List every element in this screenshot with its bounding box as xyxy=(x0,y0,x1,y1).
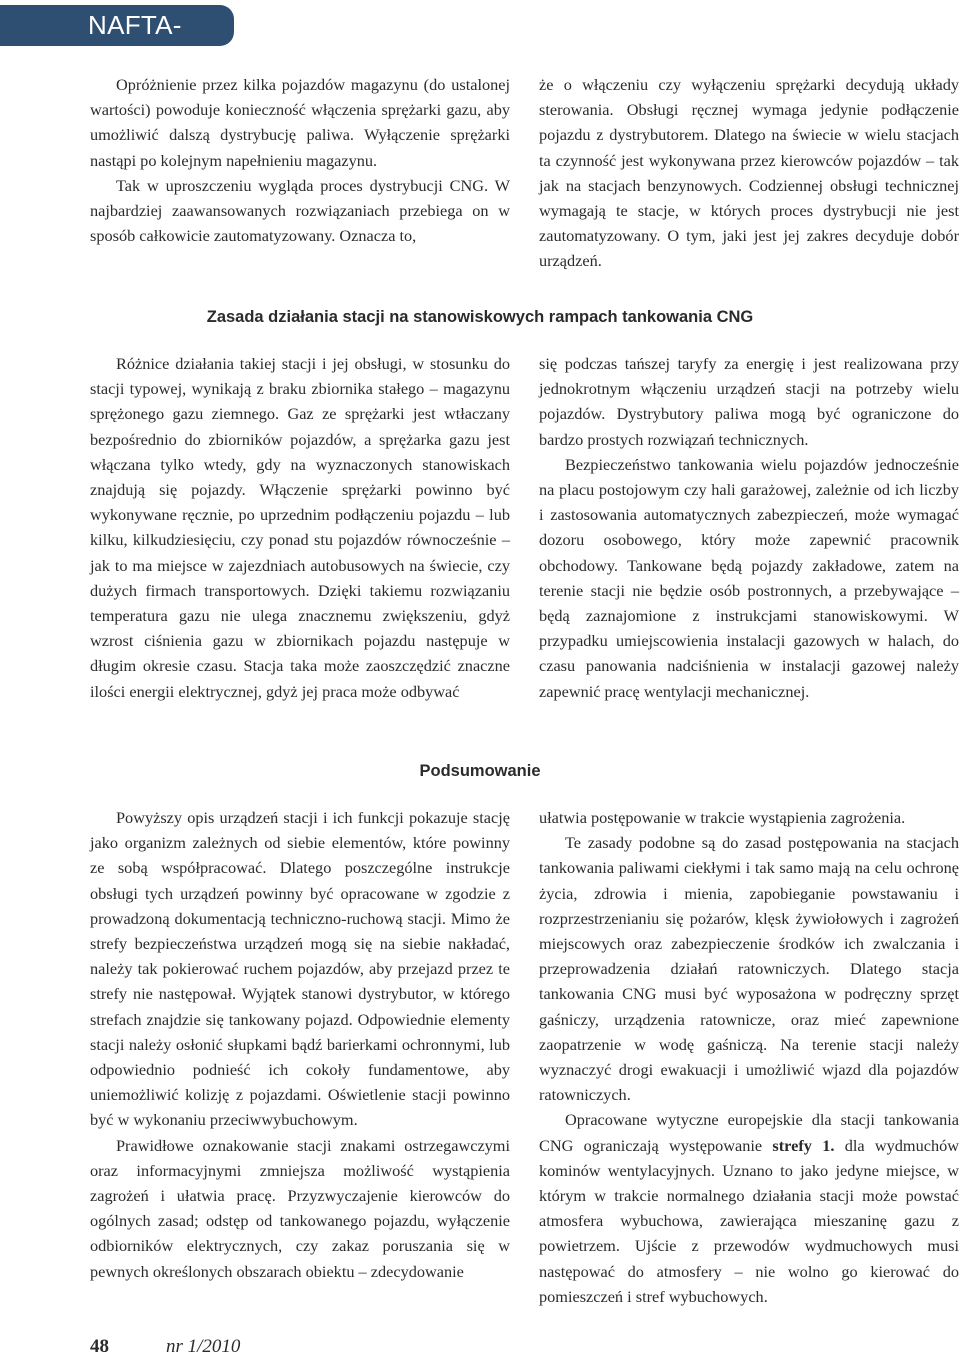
top-left-column xyxy=(90,72,510,248)
section1-right-column xyxy=(539,351,959,704)
paragraph: Różnice działania takiej stacji i jej obsługi, w stosunku do stacji typowej, wynikają z braku zbiornika stałego – magazynu sprężonego gazu ziemnego. Gaz ze sprężarki jest wtłaczany bezpośrednio do zbiorników pojazdów, a sprężarka gazu jest włączana tylko wtedy, gdy na wyznaczonych stanowiskach znajdują się pojazdy. Włączenie sprężarki powinno być wykonywane ręcznie, po uprzednim podłączeniu pojazdu – lub kilku, kilkudziesięciu, czy ponad stu pojazdów równocześnie – jak to ma miejsce w zajezdniach autobusowych na świecie, czy dużych firmach transportowych. Dzięki takiemu rozwiązaniu temperatura gazu nie ulega znacznemu zwiększeniu, gdyż wzrost ciśnienia gazu w zbiornikach pojazdu następuje w długim okresie czasu. Stacja taka może zaoszczędzić znaczne ilości energii elektrycznej, gdyż jej praca może odbywać xyxy=(90,354,510,701)
top-right-column xyxy=(539,72,959,274)
section-heading: Podsumowanie xyxy=(419,762,541,780)
paragraph: ułatwia postępowanie w trakcie wystąpienia zagrożenia. xyxy=(539,808,906,827)
page-number: 48 xyxy=(90,1336,109,1357)
section2-left-column xyxy=(90,805,510,1284)
paragraph: Bezpieczeństwo tankowania wielu pojazdów jednocześnie na placu postojowym czy hali garażowej, zależnie od ich liczby i zastosowania automatycznych zabezpieczeń, może wymagać dozoru osobowego, który może zapewnić pracownik obchodowy. Tankowane będą pojazdy zakładowe, zatem na terenie stacji nie będzie osób postronnych, a przebywające – będą zaznajomione z instrukcjami stanowiskowymi. W przypadku umiejscowienia instalacji gazowych w halach, do czasu panowania nadciśnienia w instalacji gazowej należy zapewnić pracę wentylacji mechanicznej. xyxy=(539,454,959,701)
journal-header-tab xyxy=(0,5,234,81)
paragraph: Te zasady podobne są do zasad postępowania na stacjach tankowania paliwami ciekłymi i tak samo mają na celu ochronę życia, zdrowia i mienia, zapobieganie powstawaniu i rozprzestrzenianiu się pożarów, klęsk żywiołowych i zagrożeń miejscowych oraz zabezpieczenie środków ich zwalczania i przeprowadzenia działań ratowniczych. Dlatego stacja tankowania CNG musi być wyposażona w podręczny sprzęt gaśniczy, urządzenia ratownicze, oraz mieć zapewnione zaopatrzenie w wodę gaśniczą. Na terenie stacji należy wyznaczyć drogi ewakuacji i umożliwić wjazd dla pojazdów ratowniczych. xyxy=(539,833,959,1105)
issue-number: nr 1/2010 xyxy=(166,1336,241,1357)
section1-left-column xyxy=(90,351,510,704)
text-run: Opracowane wytyczne europejskie dla stacji tankowania CNG ograniczają występowanie xyxy=(539,1110,959,1155)
paragraph: Powyższy opis urządzeń stacji i ich funkcji pokazuje stację jako organizm zależnych od siebie elementów, które powinny ze sobą współpracować. Dlatego poszczególne instrukcje obsługi tych urządzeń powinny być opracowane w zgodzie z prowadzoną dokumentacją techniczno-ruchową stacji. Mimo że strefy bezpieczeństwa urządzeń mogą się na siebie nakładać, należy tak pokierować ruchem pojazdów, aby przejazd przez te strefy nie następował. Wyjątek stanowi dystrybutor, w którego strefach znajdzie się tankowany pojazd. Odpowiednie elementy stacji należy osłonić słupkami bądź barierkami ochronnymi, lub odpowiednio podnieść ich cokoły fundamentowe, aby uniemożliwić kolizję z pojazdami. Oświetlenie stacji powinno być w wykonaniu przeciwwybuchowym. xyxy=(90,808,510,1130)
bold-term: strefy 1. xyxy=(772,1135,835,1155)
section-heading: Zasada działania stacji na stanowiskowych rampach tankowania CNG xyxy=(206,308,754,326)
journal-title: NAFTA-GAZ xyxy=(88,10,182,81)
paragraph: Prawidłowe oznakowanie stacji znakami ostrzegawczymi oraz informacyjnymi zmniejsza możliwość wystąpienia zagrożeń i ułatwia pracę. Przyzwyczajenie kierowców do ogólnych zasad; odstęp od tankowanego pojazdu, wyłączenie odbiorników elektrycznych, czy zakaz poruszania się w pewnych określonych obszarach obiektu – zdecydowanie xyxy=(90,1135,510,1281)
paragraph: że o włączeniu czy wyłączeniu sprężarki decydują układy sterowania. Obsługi ręcznej wymaga jedynie podłączenie pojazdu z dystrybutorem. Dlatego na świecie w wielu stacjach ta czynność jest wykonywana przez kierowców pojazdów – tak jak na stacjach benzynowych. Codziennej obsługi technicznej wymagają te stacje, w których proces dystrybucji nie jest zautomatyzowany. O tym, jaki jest jej zakres decyduje dobór urządzeń. xyxy=(539,75,959,271)
paragraph: Tak w uproszczeniu wygląda proces dystrybucji CNG. W najbardziej zaawansowanych rozwiązaniach przebiega on w sposób całkowicie zautomatyzowany. Oznacza to, xyxy=(90,175,510,246)
paragraph: Opróżnienie przez kilka pojazdów magazynu (do ustalonej wartości) powoduje konieczność włączenia sprężarki gazu, aby umożliwić dalszą dystrybucję paliwa. Wyłączenie sprężarki nastąpi po kolejnym napełnieniu magazynu. xyxy=(90,75,510,170)
text-run: dla wydmuchów kominów wentylacyjnych. Uznano to jako jedyne miejsce, w którym w trakcie normalnego działania stacji może powstać atmosfera wybuchowa, zawierająca mieszaninę gazu z powietrzem. Ujście z przewodów wydmuchowych musi następować do atmosfery – nie wolno go kierować do pomieszczeń i stref wybuchowych. xyxy=(539,1135,959,1306)
paragraph xyxy=(539,1107,959,1309)
paragraph: się podczas tańszej taryfy za energię i jest realizowana przy jednokrotnym włączeniu urządzeń stacji na potrzeby wielu pojazdów. Dystrybutory paliwa mogą być ograniczone do bardzo prostych rozwiązań technicznych. xyxy=(539,354,959,449)
section2-right-column xyxy=(539,805,959,1309)
